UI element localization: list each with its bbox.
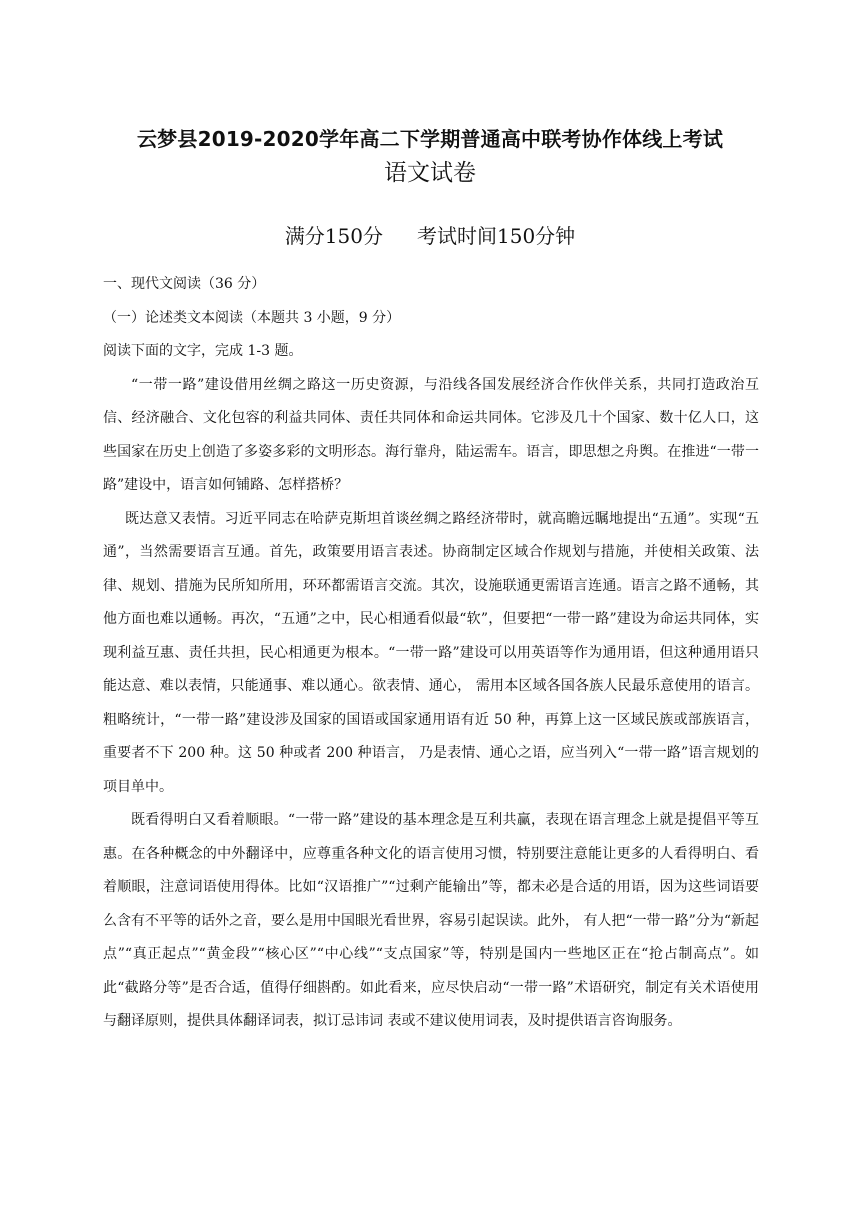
exam-time: 考试时间150分钟 (417, 224, 576, 248)
section-heading: 一、现代文阅读（36 分） (103, 276, 266, 292)
section-subheading: （一）论述类文本阅读（本题共 3 小题，9 分） (103, 309, 401, 326)
passage-paragraph-3: 既看得明白又看着顺眼。“一带一路”建设的基本理念是互利共赢，表现在语言理念上就是提倡平等互惠。在各种概念的中外翻译中，应尊重各种文化的语言使用习惯，特别要注意能让更多的人看得明白、看着顺眼，注意词语使用得体。比如“汉语推广”“过剩产能输出”等，都未必是合适的用语，因为这些词语要么含有不平等的话外之音，要么是用中国眼光看世界，容易引起误读。此外， 有人把“一带一路”分为“新起点”“真正起点”“黄金段”“核心区”“中心线”“支点国家”等，特别是国内一些地区正在“抢占制高点”。如此“截路分等”是否合适，值得仔细斟酌。如此看来，应尽快启动“一带一路”术语研究，制定有关术语使用与翻译原则，提供具体翻译词表，拟订忌讳词 表或不建议使用词表，及时提供语言咨询服务。 (103, 812, 759, 1029)
passage-paragraph-1: “一带一路”建设借用丝绸之路这一历史资源，与沿线各国发展经济合作伙伴关系，共同打造政治互信、经济融合、文化包容的利益共同体、责任共同体和命运共同体。它涉及几十个国家、数十亿人口，这些国家在历史上创造了多姿多彩的文明形态。海行靠舟，陆运需车。语言，即思想之舟舆。在推进“一带一路”建设中，语言如何铺路、怎样搭桥？ (103, 376, 759, 493)
full-score: 满分150分 (284, 224, 383, 248)
passage-paragraph-2: 既达意又表情。习近平同志在哈萨克斯坦首谈丝绸之路经济带时，就高瞻远瞩地提出“五通”。实现“五通”，当然需要语言互通。首先，政策要用语言表述。协商制定区域合作规划与措施，并使相关政策、法律、规划、措施为民所知所用，环环都需语言交流。其次，设施联通更需语言连通。语言之路不通畅，其他方面也难以通畅。再次，“五通”之中，民心相通看似最“软”，但要把“一带一路”建设为命运共同体，实现利益互惠、责任共担，民心相通更为根本。“一带一路”建设可以用英语等作为通用语，但这种通用语只能达意、难以表情，只能通事、难以通心。欲表情、通心， 需用本区域各国各族人民最乐意使用的语言。粗略统计，“一带一路”建设涉及国家的国语或国家通用语有近 50 种，再算上这一区域民族或部族语言，重要者不下 200 种。这 50 种或者 200 种语言， 乃是表情、通心之语，应当列入“一带一路”语言规划的项目单中。 (103, 510, 759, 795)
exam-title: 云梦县2019-2020学年高二下学期普通高中联考协作体线上考试 (136, 127, 724, 151)
exam-meta (0, 222, 860, 250)
reading-section (103, 268, 759, 1039)
exam-subtitle: 语文试卷 (384, 160, 476, 186)
section-instruction: 阅读下面的文字，完成 1-3 题。 (103, 343, 303, 359)
